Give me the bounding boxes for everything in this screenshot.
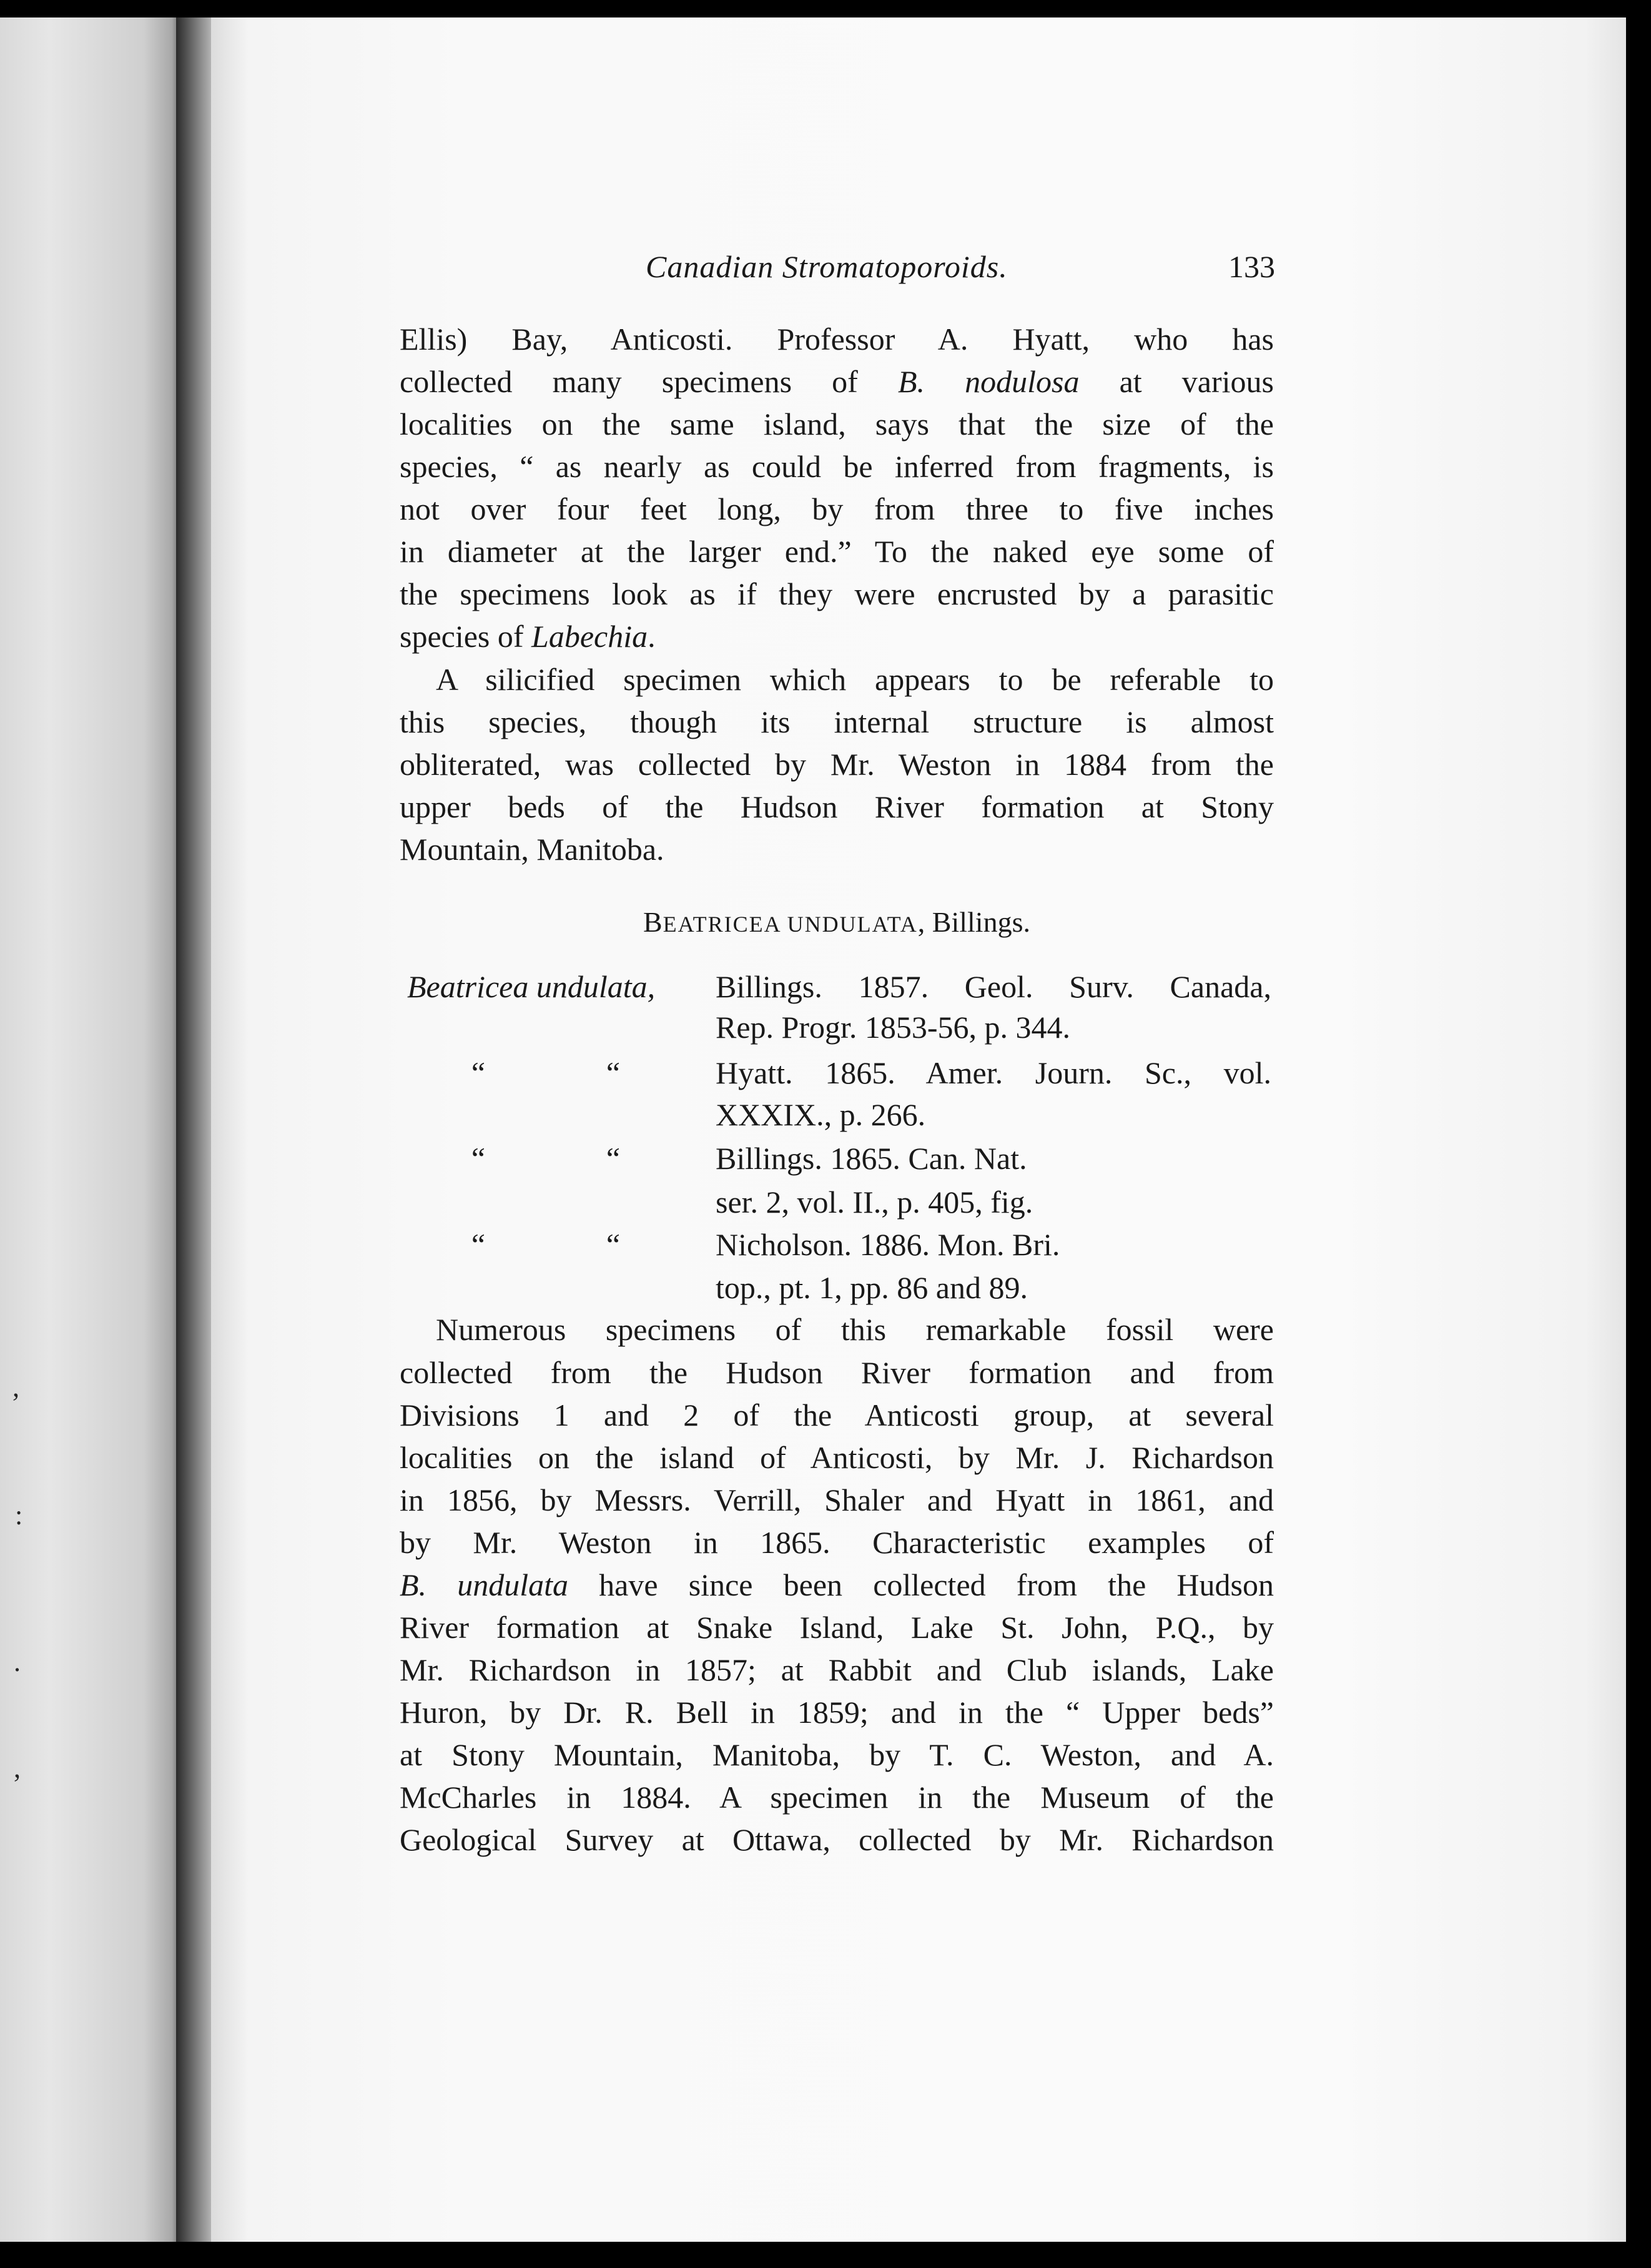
ditto-mark: “	[471, 1141, 486, 1176]
text-line: A silicified specimen which appears to be referable to	[436, 662, 1274, 697]
bleed-mark: :	[15, 1500, 23, 1531]
page-number: 133	[1228, 249, 1275, 284]
text-span: collected many specimens of	[400, 364, 898, 399]
scan-border-right	[1626, 0, 1651, 2268]
synonymy-ref: top., pt. 1, pp. 86 and 89.	[716, 1270, 1028, 1305]
text-span: have since been collected from the Hudson	[568, 1567, 1274, 1602]
text-line: Geological Survey at Ottawa, collected by Mr. Richardson	[400, 1822, 1274, 1857]
facing-page-edge	[0, 17, 187, 2242]
text-line: Ellis) Bay, Anticosti. Professor A. Hyatt, who has	[400, 322, 1274, 357]
species-heading	[400, 899, 1274, 945]
ditto-mark: “	[471, 1055, 486, 1090]
text-line: River formation at Snake Island, Lake St. John, P.Q., by	[400, 1610, 1274, 1645]
scan-border-bottom	[0, 2242, 1651, 2268]
synonymy-ref: Billings. 1865. Can. Nat.	[716, 1141, 1027, 1176]
book-binding-shadow	[176, 17, 214, 2242]
text-line: not over four feet long, by from three to five inches	[400, 491, 1274, 526]
ditto-mark: “	[606, 1227, 621, 1262]
text-line: localities on the same island, says that the size of the	[400, 407, 1274, 441]
text-line: Mr. Richardson in 1857; at Rabbit and Club islands, Lake	[400, 1652, 1274, 1687]
running-title: Canadian Stromatoporoids.	[646, 249, 1008, 284]
text-line	[400, 1563, 1274, 1607]
text-line: localities on the island of Anticosti, by Mr. J. Richardson	[400, 1440, 1274, 1475]
italic-species-name: B. nodulosa	[897, 364, 1080, 399]
synonymy-name: Beatricea undulata,	[407, 969, 656, 1004]
text-line: by Mr. Weston in 1865. Characteristic examples of	[400, 1525, 1274, 1560]
synonymy-ref: Hyatt. 1865. Amer. Journ. Sc., vol.	[716, 1055, 1271, 1090]
text-line: Numerous specimens of this remarkable fossil were	[436, 1312, 1274, 1347]
scan-border-top	[0, 0, 1651, 17]
bleed-mark: ,	[14, 1753, 21, 1783]
text-span: species of	[400, 619, 532, 654]
text-span: .	[648, 619, 656, 654]
italic-species-name: B. undulata	[400, 1567, 568, 1602]
text-line	[400, 614, 1274, 658]
synonymy-ref: Nicholson. 1886. Mon. Bri.	[716, 1227, 1060, 1262]
synonymy-ref: XXXIX., p. 266.	[716, 1097, 926, 1132]
text-span: at various	[1079, 364, 1274, 399]
ditto-mark: “	[606, 1055, 621, 1090]
text-line	[400, 360, 1274, 403]
bleed-mark: ,	[12, 1372, 19, 1403]
italic-genus-name: Labechia	[531, 619, 648, 654]
heading-small-caps: EATRICEA UNDULATA	[663, 912, 918, 937]
ditto-mark: “	[606, 1141, 621, 1176]
ditto-mark: “	[471, 1227, 486, 1262]
heading-initial: B	[643, 906, 663, 938]
text-line: the specimens look as if they were encrusted by a parasitic	[400, 576, 1274, 611]
text-line: in diameter at the larger end.” To the naked eye some of	[400, 534, 1274, 569]
heading-species	[643, 906, 918, 938]
text-line: Huron, by Dr. R. Bell in 1859; and in the “ Upper beds”	[400, 1695, 1274, 1730]
running-head	[646, 249, 1278, 292]
text-line: McCharles in 1884. A specimen in the Museum of the	[400, 1780, 1274, 1815]
text-line: in 1856, by Messrs. Verrill, Shaler and Hyatt in 1861, and	[400, 1482, 1274, 1517]
text-line: this species, though its internal structure is almost	[400, 704, 1274, 739]
text-line: collected from the Hudson River formation and from	[400, 1355, 1274, 1390]
text-line: species, “ as nearly as could be inferred from fragments, is	[400, 449, 1274, 484]
text-line: Mountain, Manitoba.	[400, 832, 664, 867]
text-line: Divisions 1 and 2 of the Anticosti group, at several	[400, 1398, 1274, 1432]
text-line: upper beds of the Hudson River formation at Stony	[400, 789, 1274, 824]
synonymy-ref: Billings. 1857. Geol. Surv. Canada,	[716, 969, 1271, 1004]
text-line: obliterated, was collected by Mr. Weston in 1884 from the	[400, 747, 1274, 782]
text-line: at Stony Mountain, Manitoba, by T. C. Weston, and A.	[400, 1737, 1274, 1772]
synonymy-ref: Rep. Progr. 1853-56, p. 344.	[716, 1010, 1071, 1045]
synonymy-ref: ser. 2, vol. II., p. 405, fig.	[716, 1185, 1033, 1220]
bleed-mark: .	[14, 1647, 21, 1677]
heading-author: , Billings.	[917, 906, 1030, 938]
